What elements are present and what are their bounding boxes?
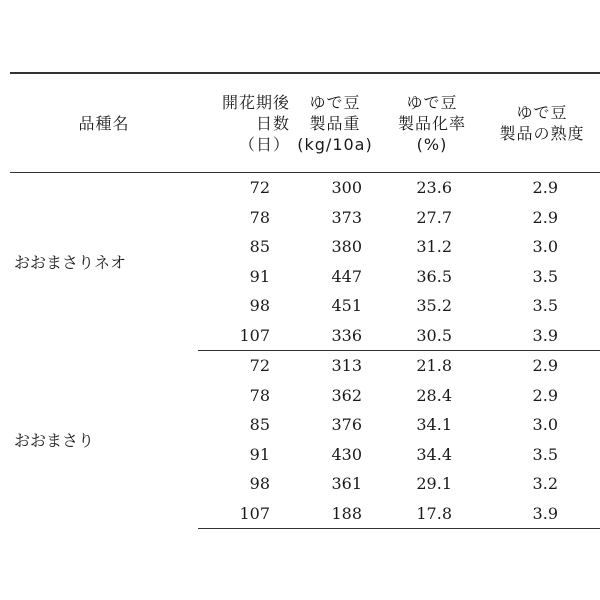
weight-cell: 361 (331, 474, 362, 494)
days-cell: 91 (249, 266, 270, 286)
rate-cell: 21.8 (416, 356, 452, 376)
weight-cell: 300 (331, 178, 362, 198)
days-cell: 98 (249, 474, 270, 494)
weight-cell: 447 (331, 266, 362, 286)
header-days-line1: 開花期後 (221, 92, 290, 112)
header-variety-label: 品種名 (78, 113, 130, 133)
rate-cell: 36.5 (416, 266, 452, 286)
ripeness-cell: 2.9 (532, 207, 558, 227)
header-boiled-ripeness (484, 73, 600, 173)
header-days-line3: （日） (238, 134, 290, 154)
ripeness-cell: 3.9 (484, 499, 600, 529)
header-days-line2: 日数 (255, 113, 290, 133)
rate-cell: 35.2 (416, 296, 452, 316)
days-cell: 85 (249, 237, 270, 257)
ripeness-cell: 3.5 (532, 266, 558, 286)
header-ripeness-line2: 製品の熟度 (499, 124, 585, 143)
days-cell: 98 (249, 296, 270, 316)
ripeness-cell: 3.2 (532, 474, 558, 494)
rate-cell: 27.7 (416, 207, 452, 227)
table-row (10, 351, 600, 381)
ripeness-cell: 2.9 (532, 178, 558, 198)
weight-cell: 373 (331, 207, 362, 227)
weight-cell: 362 (331, 385, 362, 405)
weight-cell: 313 (331, 356, 362, 376)
header-weight-line1: ゆで豆 (309, 92, 361, 112)
ripeness-cell: 3.5 (532, 296, 558, 316)
days-cell: 72 (249, 356, 270, 376)
weight-cell: 430 (331, 444, 362, 464)
days-cell: 72 (249, 178, 270, 198)
ripeness-cell: 3.0 (532, 415, 558, 435)
header-rate-line3: (%) (416, 134, 448, 154)
table-body (10, 173, 600, 529)
weight-cell: 376 (331, 415, 362, 435)
header-rate-line2: 製品化率 (397, 113, 466, 133)
weight-cell: 380 (331, 237, 362, 257)
table-header-row (10, 73, 600, 173)
header-variety (10, 73, 198, 173)
rate-cell: 17.8 (380, 499, 484, 529)
header-days-after-flowering (198, 73, 290, 173)
rate-cell: 34.1 (416, 415, 452, 435)
header-boiled-rate (380, 73, 484, 173)
weight-cell: 451 (331, 296, 362, 316)
data-table-container (10, 72, 600, 529)
days-cell: 107 (198, 321, 290, 351)
weight-cell: 188 (290, 499, 380, 529)
rate-cell: 29.1 (416, 474, 452, 494)
weight-cell: 336 (290, 321, 380, 351)
days-cell: 78 (249, 385, 270, 405)
variety-name-cell: おおまさりネオ (14, 253, 127, 273)
ripeness-cell: 3.0 (532, 237, 558, 257)
ripeness-cell: 3.5 (532, 444, 558, 464)
rate-cell: 31.2 (416, 237, 452, 257)
header-weight-line2: 製品重 (309, 113, 361, 133)
header-boiled-weight (290, 73, 380, 173)
table-row (10, 173, 600, 203)
days-cell: 78 (249, 207, 270, 227)
boiled-peanut-yield-table (10, 72, 600, 529)
days-cell: 91 (249, 444, 270, 464)
ripeness-cell: 2.9 (532, 385, 558, 405)
rate-cell: 30.5 (380, 321, 484, 351)
header-weight-line3: (kg/10a) (297, 134, 373, 154)
days-cell: 107 (198, 499, 290, 529)
header-rate-line1: ゆで豆 (406, 92, 458, 112)
variety-name-cell: おおまさり (14, 431, 95, 450)
rate-cell: 28.4 (416, 385, 452, 405)
rate-cell: 23.6 (416, 178, 452, 198)
days-cell: 85 (249, 415, 270, 435)
ripeness-cell: 2.9 (532, 356, 558, 376)
ripeness-cell: 3.9 (484, 321, 600, 351)
rate-cell: 34.4 (416, 444, 452, 464)
header-ripeness-line1: ゆで豆 (516, 103, 568, 122)
